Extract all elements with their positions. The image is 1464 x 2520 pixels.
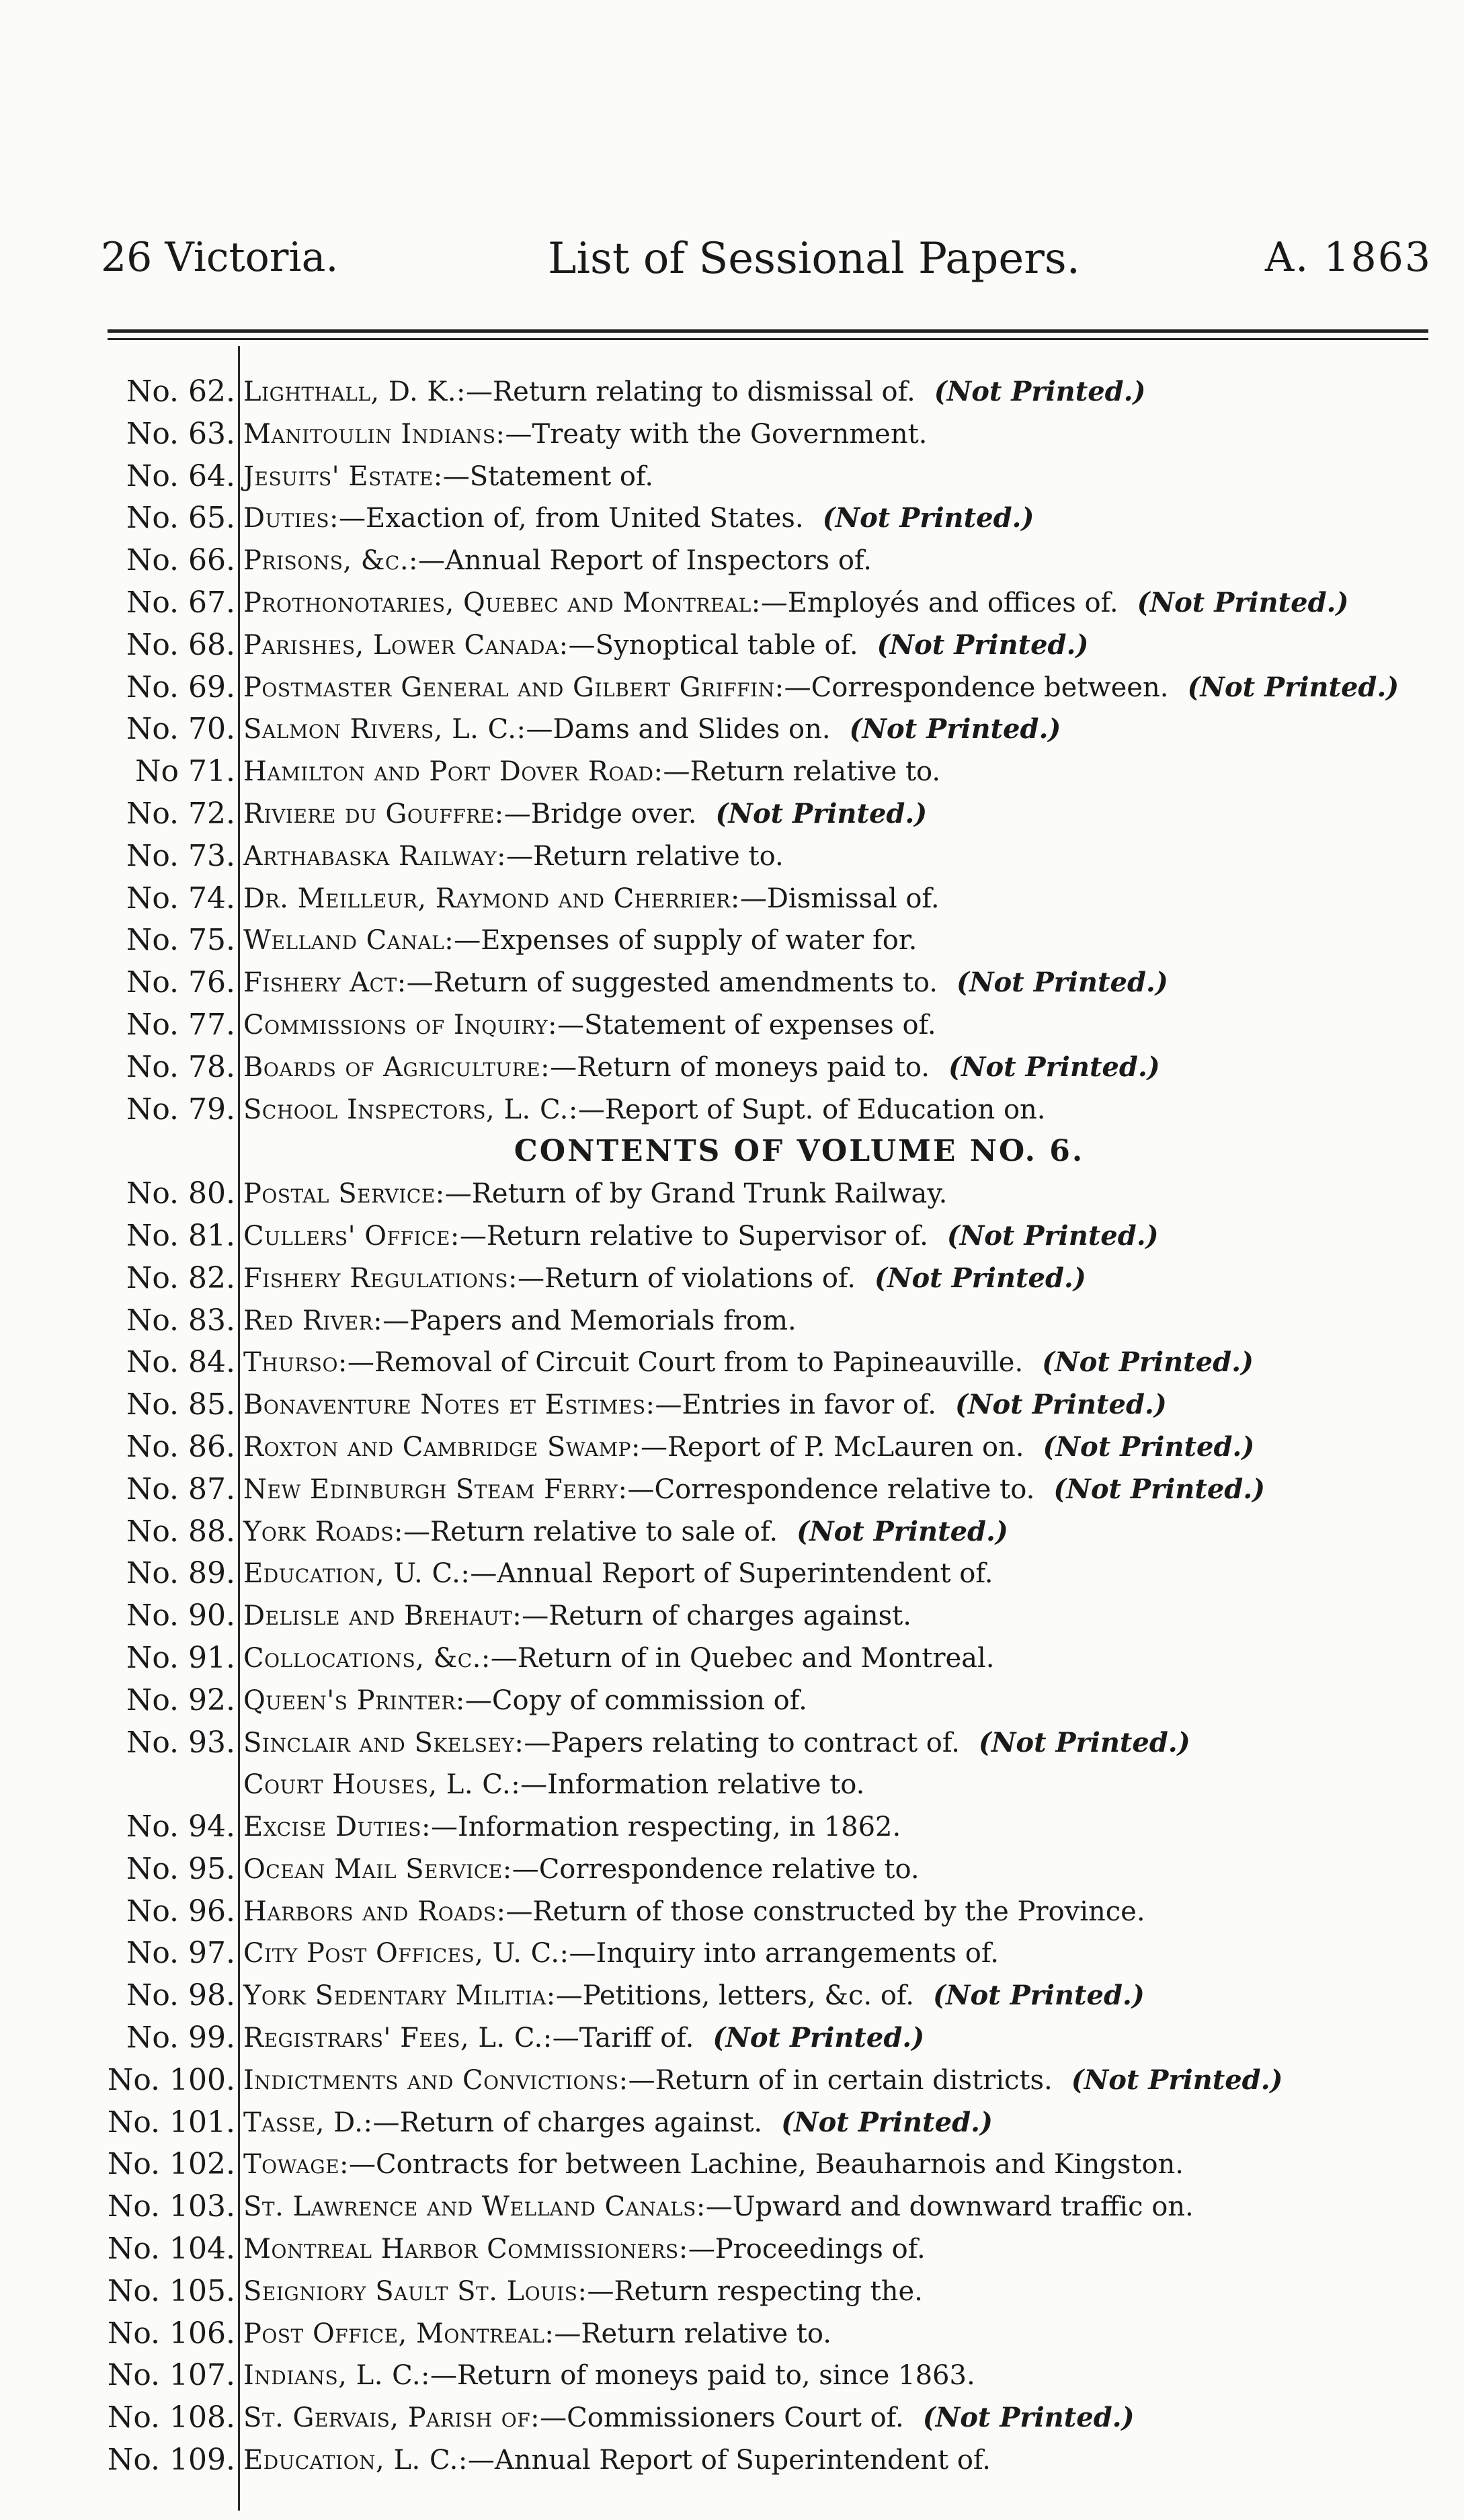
paper-description: —Annual Report of Superintendent of. [470,1558,993,1590]
paper-subject: Thurso: [243,1347,348,1379]
list-item [0,497,1464,540]
paper-subject: Sinclair and Skelsey: [243,1727,524,1758]
paper-entry [243,1004,955,1046]
list-item [0,1806,1464,1848]
paper-entry [243,667,1399,708]
paper-subject: St. Lawrence and Welland Canals: [243,2191,706,2223]
list-item [0,1173,1464,1215]
paper-number-text: No. 63. [126,416,235,451]
paper-description: —Return of suggested amendments to. [406,967,938,999]
paper-description: —Papers relating to contract of. [524,1727,960,1758]
paper-description: —Return relative to. [554,2318,832,2349]
paper-number-text: No. 62. [126,374,235,409]
paper-number-text: No. 74. [126,881,235,916]
paper-subject: Hamilton and Port Dover Road: [243,756,663,788]
paper-description: —Correspondence between. [784,672,1169,703]
list-item [0,1595,1464,1637]
not-printed-note: (Not Printed.) [1187,671,1399,703]
list-item [0,1384,1464,1426]
paper-number-text: No. 96. [126,1894,235,1928]
paper-description: —Inquiry into arrangements of. [569,1938,999,1969]
not-printed-note: (Not Printed.) [1137,586,1349,618]
not-printed-note: (Not Printed.) [934,376,1146,407]
paper-subject: Dr. Meilleur, Raymond and Cherrier: [243,883,740,914]
paper-subject: Fishery Act: [243,967,407,999]
paper-subject: St. Gervais, Parish of: [243,2402,540,2434]
paper-entry [243,2060,1283,2101]
not-printed-note: (Not Printed.) [955,1389,1167,1421]
list-item [0,2144,1464,2186]
paper-description: —Synoptical table of. [568,629,858,661]
paper-number-text: No. 78. [126,1049,235,1084]
not-printed-note: (Not Printed.) [713,2022,925,2054]
paper-number-text: No. 99. [126,2021,235,2056]
paper-description: —Proceedings of. [688,2234,926,2265]
paper-number-text: No. 92. [126,1682,235,1717]
paper-number-text: No. 106. [107,2316,235,2351]
paper-number-text: No. 83. [126,1303,235,1338]
list-item [0,1004,1464,1047]
paper-entry [243,582,1348,624]
list-item [0,2060,1464,2102]
paper-subject: City Post Offices, U. C.: [243,1938,569,1969]
list-item [0,1342,1464,1384]
paper-entry [243,1173,966,1215]
paper-subject: Lighthall, D. K.: [243,376,466,407]
paper-entry [243,2397,1135,2439]
paper-description: —Return of in Quebec and Montreal. [490,1642,995,1674]
paper-description: —Exaction of, from United States. [339,503,804,534]
paper-entry [243,836,803,877]
not-printed-note: (Not Printed.) [922,2402,1135,2434]
paper-number-text: No. 100. [107,2062,235,2097]
paper-description: —Return respecting the. [587,2275,923,2307]
paper-description: —Annual Report of Inspectors of. [418,545,872,577]
paper-entry [243,1089,1065,1131]
paper-entry [243,2271,942,2312]
paper-subject: Education, U. C.: [243,1558,471,1590]
not-printed-note: (Not Printed.) [715,797,928,829]
paper-number-text: No. 98. [126,1978,235,2013]
list-item [0,878,1464,920]
list-item [0,708,1464,751]
paper-subject: Excise Duties: [243,1812,431,1843]
paper-entry [243,1047,1160,1088]
paper-subject: Arthabaska Railway: [243,840,506,872]
list-item [0,582,1464,624]
paper-description: —Employés and offices of. [760,587,1119,618]
paper-number-text: No. 80. [126,1176,235,1211]
paper-subject: Bonaventure Notes et Estimes: [243,1389,655,1421]
paper-subject: Riviere du Gouffre: [243,798,504,829]
paper-entry [243,708,1061,750]
paper-number-text: No. 75. [126,923,235,958]
paper-number-text: No. 69. [126,669,235,704]
paper-subject: Indictments and Convictions: [243,2064,628,2096]
paper-number-text: No 71. [135,754,235,789]
not-printed-note: (Not Printed.) [946,1219,1159,1252]
paper-number-text: No. 93. [126,1725,235,1760]
not-printed-note: (Not Printed.) [1042,1346,1254,1379]
paper-entry [243,1848,938,1890]
paper-number-text: No. 86. [126,1429,235,1464]
paper-subject: Cullers' Office: [243,1220,460,1252]
paper-number-text: No. 87. [126,1471,235,1506]
paper-number-text: No. 82. [126,1260,235,1295]
paper-number-text: No. 67. [126,585,235,620]
not-printed-note: (Not Printed.) [1071,2064,1283,2096]
paper-subject: Duties: [243,503,339,534]
paper-number-text: No. 85. [126,1387,235,1422]
paper-description: —Bridge over. [503,798,697,829]
list-item [0,751,1464,793]
paper-description: —Return relative to. [505,840,784,872]
paper-entry [243,624,1088,666]
not-printed-note: (Not Printed.) [875,1262,1086,1294]
paper-entry [243,1764,883,1805]
paper-entry [243,793,927,835]
paper-number-text: No. 94. [126,1810,235,1844]
sessional-papers-list [0,371,1464,2482]
paper-number-text: No. 70. [126,712,235,747]
paper-description: —Tariff of. [552,2023,694,2054]
paper-entry [243,371,1145,413]
paper-description: —Return of moneys paid to, since 1863. [430,2360,975,2392]
paper-description: —Return of charges against. [522,1600,911,1632]
paper-entry [243,1511,1008,1553]
page-header [0,234,1464,294]
list-item [0,540,1464,582]
paper-subject: York Roads: [243,1516,403,1547]
section-heading [0,1131,1464,1173]
paper-subject: Boards of Agriculture: [243,1051,551,1083]
paper-entry [243,1891,1164,1933]
paper-entry [243,2017,924,2059]
paper-subject: Fishery Regulations: [243,1262,518,1294]
not-printed-note: (Not Printed.) [822,502,1034,534]
not-printed-note: (Not Printed.) [957,967,1168,999]
paper-description: —Annual Report of Superintendent of. [467,2445,991,2476]
paper-entry [243,1300,815,1342]
paper-subject: Delisle and Brehaut: [243,1600,522,1632]
paper-number-text: No. 91. [126,1640,235,1675]
list-item [0,2313,1464,2355]
paper-number-text: No. 68. [126,627,235,662]
paper-number-text: No. 66. [126,543,235,578]
not-printed-note: (Not Printed.) [797,1515,1008,1547]
list-item [0,624,1464,667]
list-item [0,2228,1464,2271]
paper-description: —Return relating to dismissal of. [466,376,916,407]
paper-description: —Papers and Memorials from. [382,1305,797,1336]
paper-entry [243,2355,994,2396]
paper-entry [243,2186,1213,2228]
paper-number-text: No. 72. [126,796,235,831]
paper-entry [243,497,1034,539]
list-item [0,1891,1464,1933]
paper-entry [243,1469,1265,1510]
header-rule-thin [108,338,1428,340]
paper-subject: Registrars' Fees, L. C.: [243,2023,553,2054]
paper-description: —Return of charges against. [372,2107,763,2138]
paper-description: —Petitions, letters, &c. of. [555,1980,915,2012]
list-item [0,1215,1464,1258]
paper-entry [243,1637,1014,1679]
paper-description: —Information relative to. [520,1769,865,1801]
paper-description: —Commissioners Court of. [540,2402,904,2434]
paper-subject: York Sedentary Militia: [243,1980,556,2012]
paper-description: —Entries in favor of. [655,1389,937,1421]
paper-entry [243,540,891,581]
list-item [0,2017,1464,2060]
paper-subject: Postmaster General and Gilbert Griffin: [243,672,784,703]
paper-entry [243,2439,1010,2481]
paper-subject: Welland Canal: [243,925,454,957]
list-item [0,2186,1464,2228]
list-item [0,1469,1464,1511]
paper-subject: Collocations, &c.: [243,1642,491,1674]
list-item [0,1258,1464,1300]
paper-description: —Report of Supt. of Education on. [577,1094,1046,1125]
paper-entry [243,2228,944,2270]
paper-subject: Prothonotaries, Quebec and Montreal: [243,587,761,618]
paper-entry [243,1342,1254,1383]
not-printed-note: (Not Printed.) [1053,1473,1266,1505]
list-item [0,413,1464,456]
list-item [0,1722,1464,1764]
list-item [0,2397,1464,2439]
paper-description: —Treaty with the Government. [505,418,928,450]
not-printed-note: (Not Printed.) [948,1051,1160,1083]
list-item [0,920,1464,962]
paper-subject: Tasse, D.: [243,2107,373,2138]
paper-description: —Contracts for between Lachine, Beauharnois and Kingston. [349,2149,1184,2181]
paper-subject: Salmon Rivers, L. C.: [243,714,526,745]
paper-subject: Ocean Mail Service: [243,1853,512,1885]
paper-entry [243,878,959,920]
paper-entry [243,2313,850,2355]
list-item [0,456,1464,498]
list-item [0,2439,1464,2482]
paper-description: —Information respecting, in 1862. [430,1812,901,1843]
paper-number-text: No. 89. [126,1556,235,1591]
not-printed-note: (Not Printed.) [781,2106,993,2138]
paper-subject: Postal Service: [243,1178,445,1210]
paper-subject: New Edinburgh Steam Ferry: [243,1473,628,1505]
paper-number-text: No. 95. [126,1851,235,1886]
list-item [0,1933,1464,1975]
paper-number-text: No. 101. [107,2105,235,2140]
paper-number-text: No. 84. [126,1345,235,1380]
list-item [0,667,1464,709]
paper-entry [243,2144,1203,2185]
list-item [0,1511,1464,1553]
paper-subject: Court Houses, L. C.: [243,1769,521,1801]
paper-description: —Dams and Slides on. [526,714,831,745]
paper-description: —Correspondence relative to. [512,1853,920,1885]
list-item [0,1764,1464,1806]
paper-subject: Jesuits' Estate: [243,460,443,492]
paper-entry [243,751,959,792]
paper-entry [243,920,936,961]
paper-description: —Copy of commission of. [464,1684,807,1716]
paper-number-text: No. 109. [107,2443,235,2478]
paper-description: —Return relative to. [663,756,941,788]
paper-description: —Return of by Grand Trunk Railway. [444,1178,948,1210]
not-printed-note: (Not Printed.) [877,628,1089,661]
paper-number-text: No. 79. [126,1092,235,1127]
paper-subject: Manitoulin Indians: [243,418,505,450]
paper-number-text: No. 97. [126,1936,235,1971]
list-item [0,371,1464,413]
list-item [0,2102,1464,2144]
paper-description: —Report of P. McLauren on. [640,1431,1024,1463]
paper-description: —Correspondence relative to. [627,1473,1035,1505]
paper-entry [243,1722,1190,1764]
paper-description: —Return relative to sale of. [403,1516,778,1547]
paper-description: —Return of those constructed by the Province. [505,1896,1145,1927]
paper-subject: Red River: [243,1305,383,1336]
list-item [0,1047,1464,1089]
list-item [0,962,1464,1004]
paper-description: —Dismissal of. [739,883,940,914]
list-item [0,1975,1464,2017]
list-item [0,1089,1464,1131]
paper-entry [243,1933,1018,1974]
paper-number-text: No. 90. [126,1598,235,1633]
paper-number-text: No. 65. [126,501,235,536]
paper-entry [243,1258,1086,1299]
list-item [0,2355,1464,2397]
paper-entry [243,2102,993,2144]
paper-entry [243,456,672,497]
header-year: A. 1863 [1264,234,1432,281]
paper-description: —Return of in certain districts. [628,2064,1053,2096]
paper-entry [243,1426,1254,1468]
paper-number-text: No. 104. [107,2232,235,2267]
paper-subject: Seigniory Sault St. Louis: [243,2275,587,2307]
paper-entry [243,1975,1145,2017]
paper-number-text: No. 73. [126,838,235,873]
paper-subject: Harbors and Roads: [243,1896,506,1927]
paper-description: —Return of moneys paid to. [550,1051,930,1083]
list-item [0,1848,1464,1891]
paper-description: —Expenses of supply of water for. [454,925,918,957]
list-item [0,2271,1464,2313]
paper-number-text: No. 77. [126,1007,235,1042]
paper-description: —Return relative to Supervisor of. [459,1220,928,1252]
section-heading-text: CONTENTS OF VOLUME NO. 6. [514,1134,1085,1169]
paper-entry [243,1806,920,1848]
header-regnal-year: 26 Victoria. [101,234,339,281]
paper-description: —Removal of Circuit Court from to Papineauville. [347,1347,1024,1379]
paper-entry [243,413,946,455]
paper-number-text: No. 107. [107,2358,235,2393]
paper-subject: Parishes, Lower Canada: [243,629,569,661]
not-printed-note: (Not Printed.) [933,1980,1145,2012]
paper-subject: Prisons, &c.: [243,545,419,577]
paper-description: —Statement of. [442,460,654,492]
list-item [0,1637,1464,1680]
not-printed-note: (Not Printed.) [849,713,1061,745]
paper-description: —Upward and downward traffic on. [705,2191,1194,2223]
paper-subject: Commissions of Inquiry: [243,1009,557,1041]
paper-entry [243,1553,1012,1594]
paper-number-text: No. 76. [126,965,235,1000]
paper-entry [243,962,1168,1004]
paper-subject: Towage: [243,2149,350,2181]
paper-entry [243,1680,826,1721]
header-rule-thick [108,329,1428,333]
paper-number-text: No. 102. [107,2147,235,2182]
paper-number-text: No. 81. [126,1218,235,1253]
paper-number-text: No. 103. [107,2189,235,2224]
paper-number-text: No. 88. [126,1514,235,1549]
not-printed-note: (Not Printed.) [978,1726,1190,1758]
paper-description: —Return of violations of. [517,1262,856,1294]
paper-entry [243,1595,930,1637]
paper-number-text: No. 64. [126,458,235,493]
list-item [0,793,1464,836]
paper-subject: Education, L. C.: [243,2445,468,2476]
header-title: List of Sessional Papers. [548,234,1080,284]
paper-subject: School Inspectors, L. C.: [243,1094,578,1125]
paper-subject: Montreal Harbor Commissioners: [243,2234,688,2265]
paper-description: —Statement of expenses of. [557,1009,936,1041]
paper-subject: Roxton and Cambridge Swamp: [243,1431,641,1463]
paper-entry [243,1384,1167,1426]
list-item [0,1426,1464,1469]
paper-number-text: No. 105. [107,2273,235,2308]
paper-subject: Post Office, Montreal: [243,2318,555,2349]
paper-subject: Queen's Printer: [243,1684,465,1716]
paper-number-text: No. 108. [107,2400,235,2435]
list-item [0,1680,1464,1722]
paper-entry [243,1215,1159,1257]
not-printed-note: (Not Printed.) [1043,1430,1255,1463]
list-item [0,836,1464,878]
list-item [0,1300,1464,1342]
list-item [0,1553,1464,1595]
paper-subject: Indians, L. C.: [243,2360,431,2392]
